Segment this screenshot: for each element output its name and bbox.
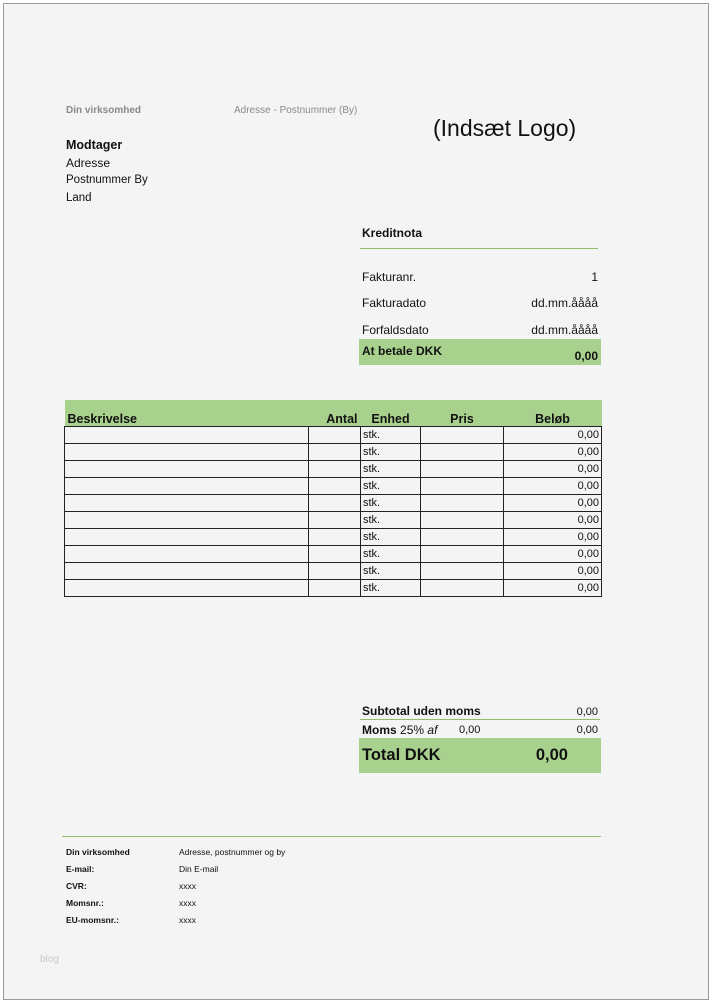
cell-description[interactable] [65,478,309,495]
recipient-country: Land [66,192,92,204]
cell-unit[interactable]: stk. [361,563,421,580]
items-table [64,400,602,597]
footer-company-label: Din virksomhed [66,847,130,857]
cell-price[interactable] [421,512,504,529]
cell-price[interactable] [421,546,504,563]
cell-price[interactable] [421,461,504,478]
table-row [65,546,602,563]
cell-quantity[interactable] [309,529,361,546]
vat-of: af [427,723,438,737]
cell-description[interactable] [65,427,309,444]
cell-unit[interactable]: stk. [361,444,421,461]
watermark: blog [40,954,59,965]
table-row [65,478,602,495]
invoice-date-label: Fakturadato [362,296,427,310]
footer-cvr-value: xxxx [179,881,196,891]
cell-unit[interactable]: stk. [361,461,421,478]
table-row [65,529,602,546]
cell-unit[interactable]: stk. [361,546,421,563]
cell-description[interactable] [65,461,309,478]
amount-due-label: At betale DKK [362,344,443,358]
cell-unit[interactable]: stk. [361,427,421,444]
cell-price[interactable] [421,444,504,461]
cell-unit[interactable]: stk. [361,512,421,529]
cell-unit[interactable]: stk. [361,478,421,495]
subtotal-underline [360,719,600,720]
cell-amount[interactable]: 0,00 [504,427,602,444]
table-row [65,461,602,478]
vat-base: 0,00 [459,724,481,736]
cell-price[interactable] [421,478,504,495]
amount-due-value: 0,00 [574,349,598,363]
cell-amount[interactable]: 0,00 [504,529,602,546]
logo-placeholder[interactable]: (Indsæt Logo) [433,115,577,141]
total-label: Total DKK [362,746,441,764]
cell-unit[interactable]: stk. [361,580,421,597]
recipient-address: Adresse [66,156,111,170]
vat-line [362,723,437,737]
cell-amount[interactable]: 0,00 [504,444,602,461]
cell-price[interactable] [421,427,504,444]
table-header-row [65,400,602,427]
cell-quantity[interactable] [309,546,361,563]
cell-description[interactable] [65,444,309,461]
footer-divider [62,836,601,837]
cell-amount[interactable]: 0,00 [504,478,602,495]
total-value: 0,00 [535,746,568,764]
recipient-title: Modtager [66,138,123,152]
due-date-value: dd.mm.åååå [531,323,598,337]
cell-price[interactable] [421,495,504,512]
col-price: Pris [421,400,504,427]
footer-email-label: E-mail: [66,864,95,874]
col-amount: Beløb [504,400,602,427]
recipient-postal: Postnummer By [66,174,148,186]
sender-address: Adresse - Postnummer (By) [234,105,358,116]
footer-eu-value: xxxx [179,915,196,925]
vat-amount: 0,00 [576,724,598,736]
doc-title: Kreditnota [362,226,422,240]
table-row [65,427,602,444]
vat-rate: 25% [400,723,425,737]
table-row [65,495,602,512]
invoice-no-label: Fakturanr. [362,270,417,284]
cell-description[interactable] [65,495,309,512]
cell-quantity[interactable] [309,461,361,478]
cell-amount[interactable]: 0,00 [504,580,602,597]
cell-price[interactable] [421,529,504,546]
cell-quantity[interactable] [309,563,361,580]
doc-title-underline [360,248,598,249]
col-unit: Enhed [361,400,421,427]
vat-label: Moms [362,723,397,737]
footer-company-value: Adresse, postnummer og by [179,847,286,857]
col-quantity: Antal [309,400,361,427]
cell-description[interactable] [65,563,309,580]
footer-cvr-label: CVR: [66,881,87,891]
subtotal-label: Subtotal uden moms [362,704,481,718]
sender-company: Din virksomhed [66,105,142,116]
subtotal-value: 0,00 [576,706,598,718]
due-date-label: Forfaldsdato [362,323,429,337]
table-row [65,580,602,597]
cell-quantity[interactable] [309,495,361,512]
cell-amount[interactable]: 0,00 [504,563,602,580]
table-row [65,512,602,529]
cell-amount[interactable]: 0,00 [504,461,602,478]
cell-unit[interactable]: stk. [361,529,421,546]
footer-momsnr-label: Momsnr.: [66,898,104,908]
cell-quantity[interactable] [309,427,361,444]
cell-quantity[interactable] [309,512,361,529]
cell-description[interactable] [65,512,309,529]
cell-amount[interactable]: 0,00 [504,546,602,563]
invoice-page [3,3,709,1000]
cell-quantity[interactable] [309,478,361,495]
invoice-no-value: 1 [591,270,598,284]
cell-unit[interactable]: stk. [361,495,421,512]
cell-description[interactable] [65,546,309,563]
footer-eu-label: EU-momsnr.: [66,915,119,925]
table-row [65,563,602,580]
cell-description[interactable] [65,580,309,597]
cell-price[interactable] [421,563,504,580]
cell-amount[interactable]: 0,00 [504,512,602,529]
cell-quantity[interactable] [309,580,361,597]
cell-price[interactable] [421,580,504,597]
invoice-date-value: dd.mm.åååå [531,296,598,310]
table-row [65,444,602,461]
cell-quantity[interactable] [309,444,361,461]
footer-momsnr-value: xxxx [179,898,196,908]
col-description: Beskrivelse [65,400,309,427]
cell-amount[interactable]: 0,00 [504,495,602,512]
cell-description[interactable] [65,529,309,546]
footer-email-value: Din E-mail [179,864,219,874]
